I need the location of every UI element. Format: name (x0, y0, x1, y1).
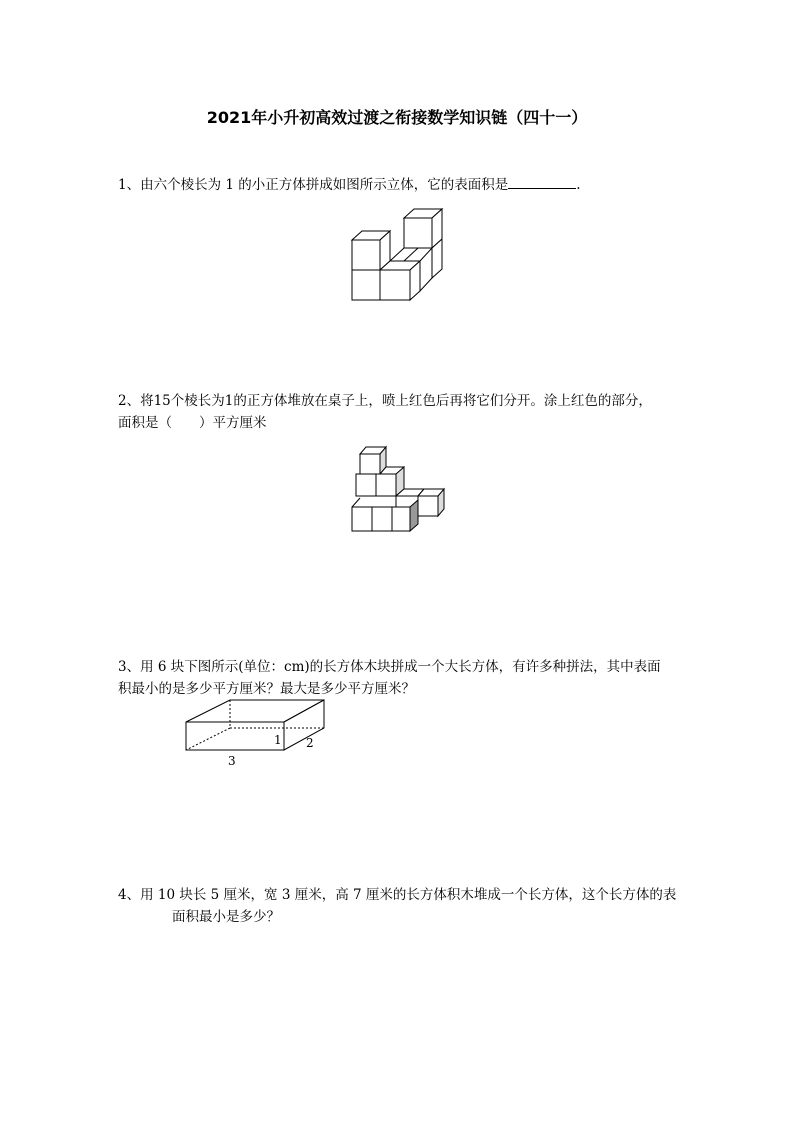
question-2-line-2: 面积是（ ）平方厘米 (118, 415, 267, 431)
figure-3-cuboid (180, 692, 340, 772)
question-4 (118, 884, 688, 928)
dimension-width-label: 2 (306, 736, 314, 750)
dimension-height-label: 1 (274, 733, 282, 747)
dimension-length-label: 3 (228, 754, 236, 768)
question-1 (118, 174, 688, 196)
question-3-line-1: 3、用 6 块下图所示(单位：cm)的长方体木块拼成一个大长方体，有许多种拼法，其中表面 (118, 659, 661, 675)
question-4-line-1: 4、用 10 块长 5 厘米，宽 3 厘米，高 7 厘米的长方体积木堆成一个长方体，这个长方体的表 (118, 887, 677, 903)
page-title: 2021年小升初高效过渡之衔接数学知识链（四十一） (206, 108, 588, 127)
question-2-line-1: 2、将15个棱长为1的正方体堆放在桌子上，喷上红色后再将它们分开。涂上红色的部分， (118, 393, 652, 409)
figure-2-fifteen-cubes (348, 442, 448, 534)
question-1-end: . (576, 177, 581, 193)
question-3-line-2: 积最小的是多少平方厘米？最大是多少平方厘米？ (118, 681, 415, 697)
answer-blank (508, 174, 576, 189)
question-4-line-2: 面积最小是多少？ (172, 909, 280, 925)
question-2 (118, 390, 688, 434)
question-1-text: 1、由六个棱长为 1 的小正方体拼成如图所示立体，它的表面积是 (118, 177, 509, 193)
figure-1-six-cubes (340, 200, 460, 310)
